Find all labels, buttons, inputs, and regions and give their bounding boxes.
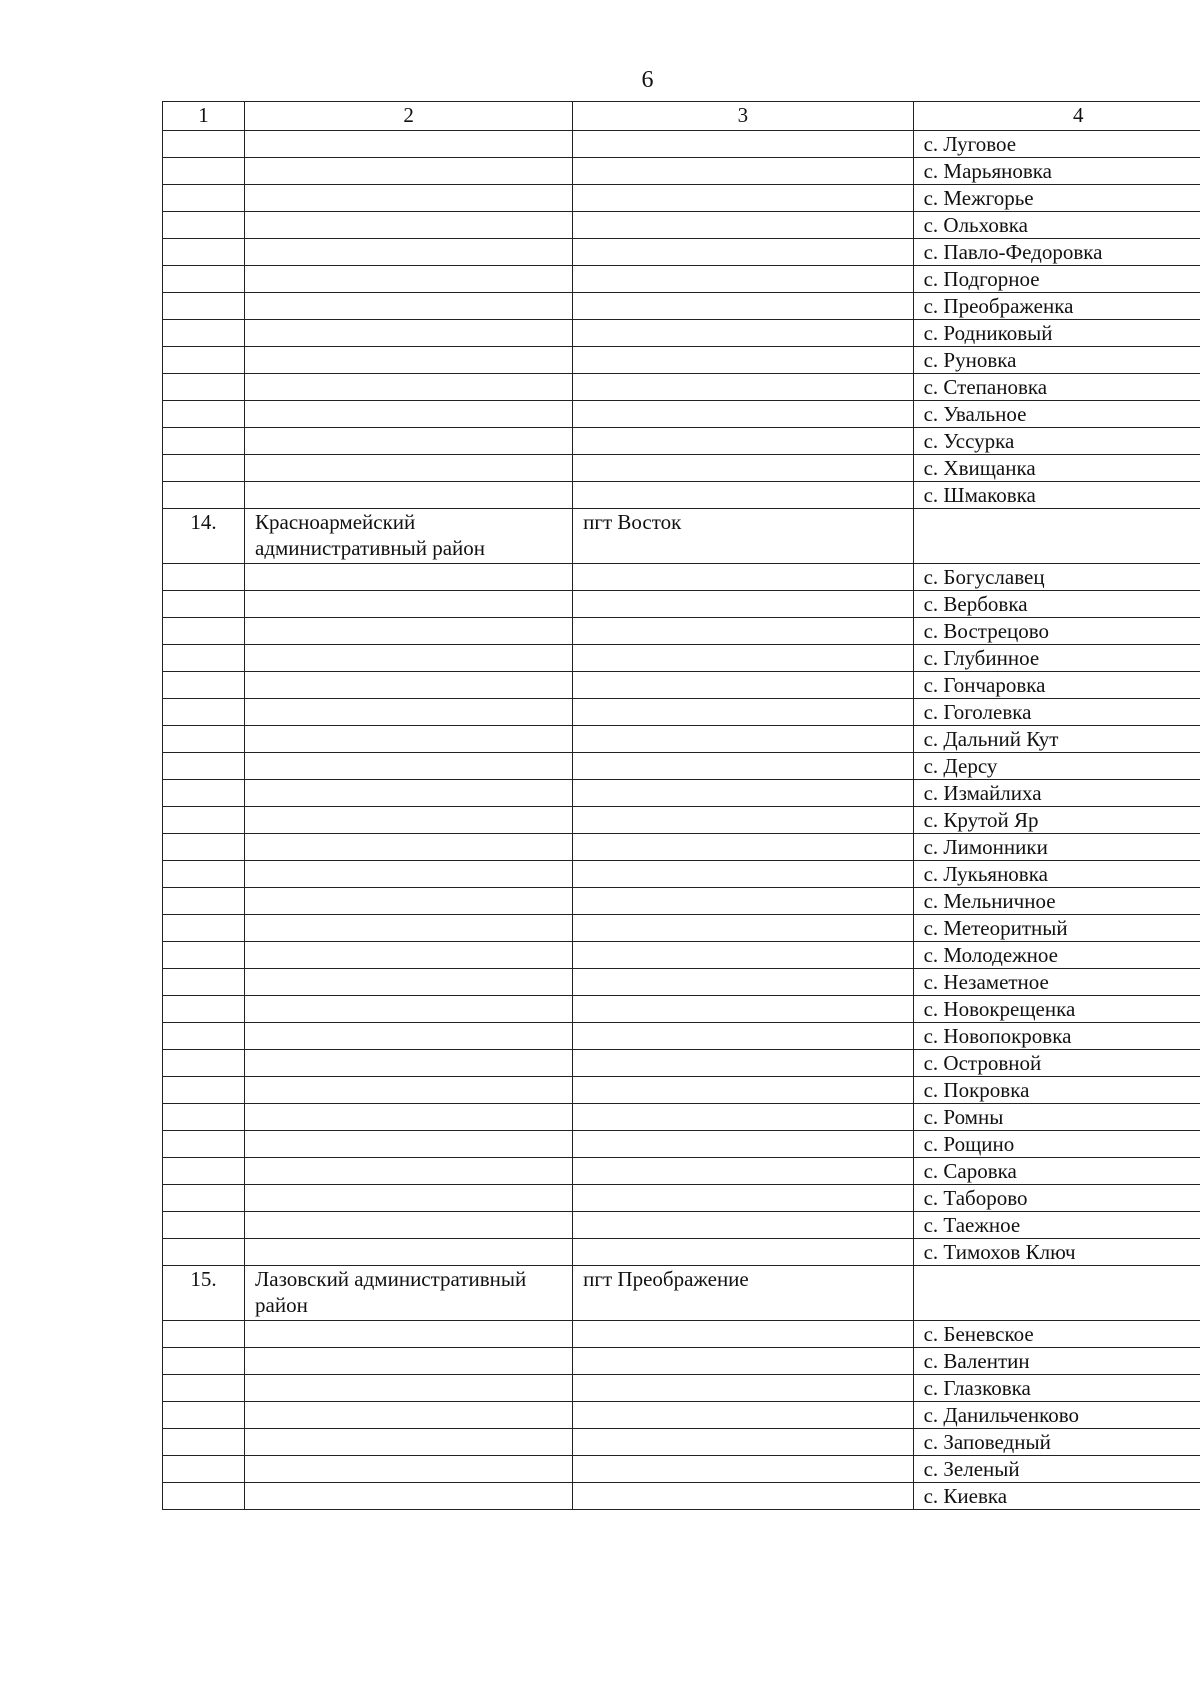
center-cell-empty [573, 1321, 913, 1348]
settlement-cell-empty [913, 509, 1200, 564]
district-cell-empty [245, 699, 573, 726]
number-cell-empty [163, 1023, 245, 1050]
number-cell-empty [163, 564, 245, 591]
number-cell-empty [163, 1077, 245, 1104]
table-row [163, 293, 1200, 320]
settlement-name: с. Островной [913, 1050, 1200, 1077]
table-row [163, 942, 1200, 969]
settlement-name: с. Хвищанка [913, 455, 1200, 482]
number-cell-empty [163, 482, 245, 509]
center-cell-empty [573, 834, 913, 861]
table-row [163, 1402, 1200, 1429]
table-row [163, 699, 1200, 726]
center-cell-empty [573, 401, 913, 428]
table-row [163, 185, 1200, 212]
settlement-name: с. Шмаковка [913, 482, 1200, 509]
district-cell-empty [245, 1239, 573, 1266]
district-cell-empty [245, 996, 573, 1023]
district-cell-empty [245, 131, 573, 158]
center-cell-empty [573, 699, 913, 726]
district-cell-empty [245, 1429, 573, 1456]
center-cell-empty [573, 753, 913, 780]
center-cell-empty [573, 1131, 913, 1158]
district-cell-empty [245, 185, 573, 212]
settlement-name: с. Молодежное [913, 942, 1200, 969]
settlement-name: с. Таборово [913, 1185, 1200, 1212]
number-cell-empty [163, 1375, 245, 1402]
settlement-name: с. Лукьяновка [913, 861, 1200, 888]
district-cell-empty [245, 1104, 573, 1131]
number-cell-empty [163, 969, 245, 996]
number-cell-empty [163, 1402, 245, 1429]
district-cell-empty [245, 564, 573, 591]
center-cell-empty [573, 1483, 913, 1510]
number-cell-empty [163, 591, 245, 618]
center-cell-empty [573, 726, 913, 753]
number-cell-empty [163, 1429, 245, 1456]
table-row [163, 807, 1200, 834]
settlement-name: с. Уссурка [913, 428, 1200, 455]
table-row [163, 1429, 1200, 1456]
settlement-name: с. Павло-Федоровка [913, 239, 1200, 266]
settlement-name: с. Гончаровка [913, 672, 1200, 699]
number-cell-empty [163, 239, 245, 266]
center-cell-empty [573, 455, 913, 482]
center-cell-empty [573, 293, 913, 320]
table-row [163, 861, 1200, 888]
table-row [163, 1185, 1200, 1212]
settlement-name: с. Данильченково [913, 1402, 1200, 1429]
district-row [163, 1266, 1200, 1321]
center-cell-empty [573, 564, 913, 591]
center-cell-empty [573, 780, 913, 807]
number-cell-empty [163, 185, 245, 212]
table-row [163, 347, 1200, 374]
settlement-name: с. Покровка [913, 1077, 1200, 1104]
table-row [163, 1212, 1200, 1239]
settlement-name: с. Саровка [913, 1158, 1200, 1185]
district-center: пгт Преображение [573, 1266, 913, 1321]
settlement-name: с. Межгорье [913, 185, 1200, 212]
district-cell-empty [245, 1348, 573, 1375]
settlement-name: с. Увальное [913, 401, 1200, 428]
table-row [163, 645, 1200, 672]
settlement-name: с. Метеоритный [913, 915, 1200, 942]
number-cell-empty [163, 888, 245, 915]
center-cell-empty [573, 645, 913, 672]
center-cell-empty [573, 158, 913, 185]
center-cell-empty [573, 1429, 913, 1456]
number-cell-empty [163, 780, 245, 807]
table-row [163, 455, 1200, 482]
table-row [163, 915, 1200, 942]
table-row [163, 1023, 1200, 1050]
number-cell-empty [163, 1456, 245, 1483]
center-cell-empty [573, 915, 913, 942]
table-header [163, 102, 1200, 131]
column-header-3: 3 [573, 102, 913, 131]
number-cell-empty [163, 1348, 245, 1375]
district-cell-empty [245, 807, 573, 834]
settlement-name: с. Новопокровка [913, 1023, 1200, 1050]
number-cell-empty [163, 1212, 245, 1239]
district-name: Красноармейский административный район [245, 509, 573, 564]
center-cell-empty [573, 996, 913, 1023]
settlement-name: с. Луговое [913, 131, 1200, 158]
table-row [163, 564, 1200, 591]
settlement-name: с. Ромны [913, 1104, 1200, 1131]
district-cell-empty [245, 753, 573, 780]
district-cell-empty [245, 1375, 573, 1402]
settlement-name: с. Подгорное [913, 266, 1200, 293]
number-cell-empty [163, 726, 245, 753]
number-cell-empty [163, 428, 245, 455]
number-cell-empty [163, 1158, 245, 1185]
table-row [163, 1239, 1200, 1266]
table-row [163, 131, 1200, 158]
settlement-name: с. Тимохов Ключ [913, 1239, 1200, 1266]
settlement-cell-empty [913, 1266, 1200, 1321]
settlement-name: с. Руновка [913, 347, 1200, 374]
table-row [163, 266, 1200, 293]
district-cell-empty [245, 1050, 573, 1077]
table-row [163, 1104, 1200, 1131]
district-cell-empty [245, 1131, 573, 1158]
number-cell-empty [163, 1050, 245, 1077]
number-cell-empty [163, 347, 245, 374]
column-header-1: 1 [163, 102, 245, 131]
number-cell-empty [163, 212, 245, 239]
table-row [163, 753, 1200, 780]
table-row [163, 1077, 1200, 1104]
center-cell-empty [573, 1456, 913, 1483]
number-cell-empty [163, 645, 245, 672]
settlement-name: с. Богуславец [913, 564, 1200, 591]
district-cell-empty [245, 482, 573, 509]
settlement-name: с. Измайлиха [913, 780, 1200, 807]
district-cell-empty [245, 1212, 573, 1239]
center-cell-empty [573, 482, 913, 509]
center-cell-empty [573, 618, 913, 645]
number-cell-empty [163, 618, 245, 645]
district-cell-empty [245, 428, 573, 455]
header-row [163, 102, 1200, 131]
table-row [163, 1321, 1200, 1348]
center-cell-empty [573, 347, 913, 374]
settlement-name: с. Киевка [913, 1483, 1200, 1510]
number-cell-empty [163, 320, 245, 347]
center-cell-empty [573, 320, 913, 347]
table-row [163, 428, 1200, 455]
table-row [163, 239, 1200, 266]
center-cell-empty [573, 1348, 913, 1375]
table-row [163, 158, 1200, 185]
settlement-name: с. Зеленый [913, 1456, 1200, 1483]
table-row [163, 780, 1200, 807]
table-row [163, 1348, 1200, 1375]
number-cell-empty [163, 915, 245, 942]
district-cell-empty [245, 834, 573, 861]
table-row [163, 1375, 1200, 1402]
number-cell-empty [163, 293, 245, 320]
center-cell-empty [573, 1375, 913, 1402]
table-row [163, 482, 1200, 509]
page-number: 6 [641, 67, 654, 93]
number-cell-empty [163, 374, 245, 401]
center-cell-empty [573, 1212, 913, 1239]
center-cell-empty [573, 374, 913, 401]
number-cell-empty [163, 942, 245, 969]
number-cell-empty [163, 266, 245, 293]
number-cell-empty [163, 1104, 245, 1131]
table-row [163, 618, 1200, 645]
column-header-2: 2 [245, 102, 573, 131]
district-cell-empty [245, 347, 573, 374]
center-cell-empty [573, 131, 913, 158]
number-cell-empty [163, 1483, 245, 1510]
settlement-name: с. Валентин [913, 1348, 1200, 1375]
settlement-name: с. Мельничное [913, 888, 1200, 915]
number-cell-empty [163, 1131, 245, 1158]
table-row [163, 320, 1200, 347]
center-cell-empty [573, 185, 913, 212]
center-cell-empty [573, 672, 913, 699]
table-row [163, 401, 1200, 428]
district-cell-empty [245, 455, 573, 482]
district-cell-empty [245, 1023, 573, 1050]
column-header-4: 4 [913, 102, 1200, 131]
settlement-name: с. Рощино [913, 1131, 1200, 1158]
district-cell-empty [245, 1483, 573, 1510]
table-row [163, 834, 1200, 861]
district-center: пгт Восток [573, 509, 913, 564]
table-row [163, 888, 1200, 915]
center-cell-empty [573, 942, 913, 969]
district-cell-empty [245, 212, 573, 239]
center-cell-empty [573, 1239, 913, 1266]
number-cell-empty [163, 131, 245, 158]
center-cell-empty [573, 1104, 913, 1131]
center-cell-empty [573, 807, 913, 834]
district-number: 14. [163, 509, 245, 564]
number-cell-empty [163, 401, 245, 428]
table-row [163, 374, 1200, 401]
district-cell-empty [245, 591, 573, 618]
table-row [163, 1456, 1200, 1483]
district-cell-empty [245, 861, 573, 888]
settlement-name: с. Родниковый [913, 320, 1200, 347]
district-cell-empty [245, 915, 573, 942]
table-row [163, 1483, 1200, 1510]
center-cell-empty [573, 861, 913, 888]
table-body [163, 131, 1200, 1510]
settlement-name: с. Марьяновка [913, 158, 1200, 185]
table-row [163, 1158, 1200, 1185]
district-cell-empty [245, 239, 573, 266]
number-cell-empty [163, 699, 245, 726]
center-cell-empty [573, 591, 913, 618]
number-cell-empty [163, 455, 245, 482]
settlement-name: с. Глазковка [913, 1375, 1200, 1402]
table-row [163, 591, 1200, 618]
table-row [163, 996, 1200, 1023]
district-cell-empty [245, 1158, 573, 1185]
settlement-name: с. Вербовка [913, 591, 1200, 618]
settlement-name: с. Степановка [913, 374, 1200, 401]
settlement-name: с. Крутой Яр [913, 807, 1200, 834]
district-cell-empty [245, 780, 573, 807]
district-cell-empty [245, 618, 573, 645]
center-cell-empty [573, 428, 913, 455]
district-cell-empty [245, 1456, 573, 1483]
center-cell-empty [573, 1185, 913, 1212]
center-cell-empty [573, 212, 913, 239]
table-row [163, 969, 1200, 996]
settlements-table [162, 101, 1200, 1510]
settlement-name: с. Гоголевка [913, 699, 1200, 726]
district-cell-empty [245, 888, 573, 915]
district-cell-empty [245, 158, 573, 185]
number-cell-empty [163, 1321, 245, 1348]
district-cell-empty [245, 672, 573, 699]
number-cell-empty [163, 996, 245, 1023]
table-row [163, 212, 1200, 239]
district-cell-empty [245, 1077, 573, 1104]
table-row [163, 1050, 1200, 1077]
number-cell-empty [163, 861, 245, 888]
center-cell-empty [573, 1077, 913, 1104]
number-cell-empty [163, 753, 245, 780]
number-cell-empty [163, 834, 245, 861]
district-cell-empty [245, 401, 573, 428]
district-cell-empty [245, 645, 573, 672]
number-cell-empty [163, 1185, 245, 1212]
settlement-name: с. Заповедный [913, 1429, 1200, 1456]
district-cell-empty [245, 1402, 573, 1429]
settlement-name: с. Дерсу [913, 753, 1200, 780]
district-cell-empty [245, 320, 573, 347]
center-cell-empty [573, 239, 913, 266]
center-cell-empty [573, 1158, 913, 1185]
district-row [163, 509, 1200, 564]
district-cell-empty [245, 266, 573, 293]
settlement-name: с. Преображенка [913, 293, 1200, 320]
number-cell-empty [163, 158, 245, 185]
settlement-name: с. Дальний Кут [913, 726, 1200, 753]
table-row [163, 672, 1200, 699]
table-row [163, 1131, 1200, 1158]
district-cell-empty [245, 942, 573, 969]
center-cell-empty [573, 1023, 913, 1050]
center-cell-empty [573, 888, 913, 915]
district-cell-empty [245, 293, 573, 320]
district-cell-empty [245, 1185, 573, 1212]
district-name: Лазовский административный район [245, 1266, 573, 1321]
settlement-name: с. Глубинное [913, 645, 1200, 672]
settlement-name: с. Таежное [913, 1212, 1200, 1239]
settlement-name: с. Ольховка [913, 212, 1200, 239]
settlement-name: с. Новокрещенка [913, 996, 1200, 1023]
district-cell-empty [245, 374, 573, 401]
district-cell-empty [245, 1321, 573, 1348]
settlement-name: с. Беневское [913, 1321, 1200, 1348]
settlement-name: с. Незаметное [913, 969, 1200, 996]
district-number: 15. [163, 1266, 245, 1321]
number-cell-empty [163, 672, 245, 699]
settlement-name: с. Лимонники [913, 834, 1200, 861]
number-cell-empty [163, 1239, 245, 1266]
district-cell-empty [245, 726, 573, 753]
center-cell-empty [573, 1050, 913, 1077]
center-cell-empty [573, 969, 913, 996]
table-row [163, 726, 1200, 753]
number-cell-empty [163, 807, 245, 834]
center-cell-empty [573, 1402, 913, 1429]
center-cell-empty [573, 266, 913, 293]
settlement-name: с. Вострецово [913, 618, 1200, 645]
district-cell-empty [245, 969, 573, 996]
